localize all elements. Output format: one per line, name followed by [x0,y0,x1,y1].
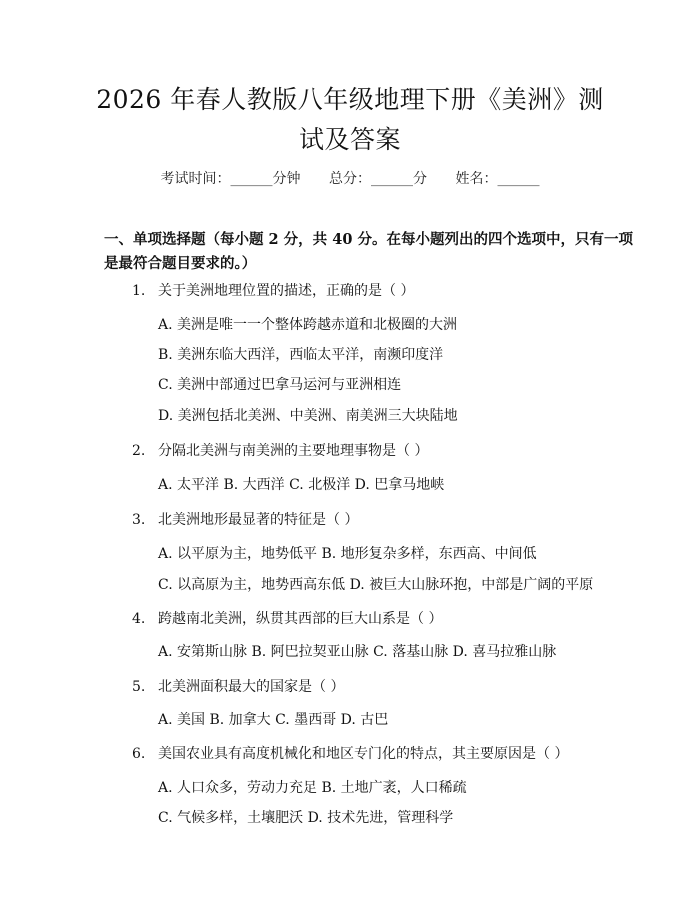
exam-time-field: 考试时间：______分钟 [160,171,301,187]
section-heading [104,228,633,276]
question-number: 4. [132,611,146,627]
section-heading-line-2: 是最符合题目要求的。） [104,255,257,272]
question-number: 3. [132,512,146,528]
option-line: C. 以高原为主，地势西高东低 D. 被巨大山脉环抱，中部是广阔的平原 [158,577,594,593]
question-number: 5. [132,679,146,695]
option-line: B. 美洲东临大西洋，西临太平洋，南濒印度洋 [158,347,444,363]
option-line: A. 以平原为主，地势低平 B. 地形复杂多样，东西高、中间低 [158,546,537,562]
student-name-field: 姓名：______ [455,171,540,187]
option-line: A. 太平洋 B. 大西洋 C. 北极洋 D. 巴拿马地峡 [158,477,445,493]
question-number: 1. [132,283,146,299]
question-text: 北美洲地形最显著的特征是（ ） [158,512,359,528]
exam-info-row [0,168,700,188]
option-line: D. 美洲包括北美洲、中美洲、南美洲三大块陆地 [158,408,458,424]
option-line: A. 美洲是唯一一个整体跨越赤道和北极圈的大洲 [158,317,458,333]
option-line: A. 安第斯山脉 B. 阿巴拉契亚山脉 C. 落基山脉 D. 喜马拉雅山脉 [158,644,557,660]
question-text: 关于美洲地理位置的描述，正确的是（ ） [158,283,415,299]
question-text: 北美洲面积最大的国家是（ ） [158,679,345,695]
option-line: C. 美洲中部通过巴拿马运河与亚洲相连 [158,377,402,393]
question-number: 6. [132,746,146,762]
option-line: A. 美国 B. 加拿大 C. 墨西哥 D. 古巴 [158,712,389,728]
section-heading-line-1: 一、单项选择题（每小题 2 分，共 40 分。在每小题列出的四个选项中，只有一项 [104,231,633,248]
question-number: 2. [132,443,146,459]
question-text: 美国农业具有高度机械化和地区专门化的特点，其主要原因是（ ） [158,746,569,762]
title-line-1: 2026 年春人教版八年级地理下册《美洲》测 [96,85,604,114]
question-text: 跨越南北美洲，纵贯其西部的巨大山系是（ ） [158,611,443,627]
document-title [90,80,610,160]
question-text: 分隔北美洲与南美洲的主要地理事物是（ ） [158,443,429,459]
option-line: A. 人口众多，劳动力充足 B. 土地广袤，人口稀疏 [158,780,467,796]
title-line-2: 试及答案 [298,125,401,154]
option-line: C. 气候多样，土壤肥沃 D. 技术先进，管理科学 [158,810,454,826]
total-score-field: 总分：______分 [329,171,427,187]
